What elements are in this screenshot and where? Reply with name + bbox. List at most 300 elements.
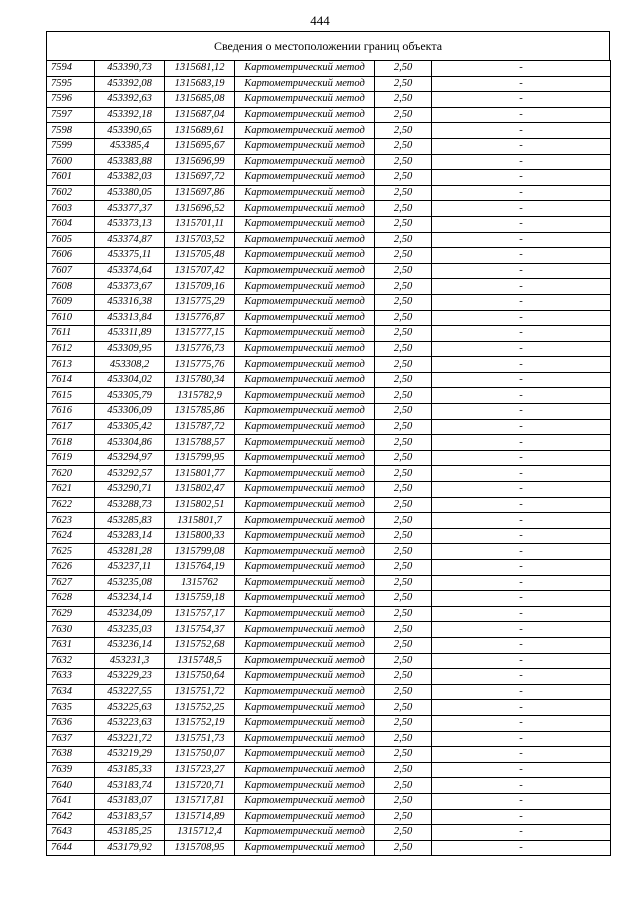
boundary-points-table (46, 60, 611, 856)
point-number-cell: 7643 (47, 825, 95, 841)
method-cell: Картометрический метод (235, 294, 375, 310)
method-cell: Картометрический метод (235, 216, 375, 232)
method-cell: Картометрический метод (235, 170, 375, 186)
y-coordinate-cell: 1315801,7 (165, 513, 235, 529)
point-number-cell: 7614 (47, 372, 95, 388)
y-coordinate-cell: 1315757,17 (165, 606, 235, 622)
description-cell: - (432, 419, 611, 435)
method-cell: Картометрический метод (235, 778, 375, 794)
accuracy-cell: 2,50 (375, 123, 432, 139)
accuracy-cell: 2,50 (375, 404, 432, 420)
description-cell: - (432, 76, 611, 92)
table-row (47, 201, 611, 217)
table-row (47, 528, 611, 544)
x-coordinate-cell: 453374,87 (95, 232, 165, 248)
table-row (47, 263, 611, 279)
method-cell: Картометрический метод (235, 560, 375, 576)
description-cell: - (432, 637, 611, 653)
method-cell: Картометрический метод (235, 357, 375, 373)
description-cell: - (432, 372, 611, 388)
method-cell: Картометрический метод (235, 232, 375, 248)
x-coordinate-cell: 453380,05 (95, 185, 165, 201)
accuracy-cell: 2,50 (375, 778, 432, 794)
method-cell: Картометрический метод (235, 310, 375, 326)
method-cell: Картометрический метод (235, 731, 375, 747)
y-coordinate-cell: 1315697,86 (165, 185, 235, 201)
description-cell: - (432, 341, 611, 357)
x-coordinate-cell: 453390,73 (95, 61, 165, 77)
table-row (47, 762, 611, 778)
method-cell: Картометрический метод (235, 263, 375, 279)
accuracy-cell: 2,50 (375, 357, 432, 373)
description-cell: - (432, 575, 611, 591)
description-cell: - (432, 248, 611, 264)
accuracy-cell: 2,50 (375, 154, 432, 170)
x-coordinate-cell: 453377,37 (95, 201, 165, 217)
x-coordinate-cell: 453229,23 (95, 669, 165, 685)
table-row (47, 809, 611, 825)
y-coordinate-cell: 1315800,33 (165, 528, 235, 544)
y-coordinate-cell: 1315764,19 (165, 560, 235, 576)
point-number-cell: 7625 (47, 544, 95, 560)
point-number-cell: 7608 (47, 279, 95, 295)
accuracy-cell: 2,50 (375, 513, 432, 529)
x-coordinate-cell: 453221,72 (95, 731, 165, 747)
accuracy-cell: 2,50 (375, 606, 432, 622)
method-cell: Картометрический метод (235, 404, 375, 420)
y-coordinate-cell: 1315701,11 (165, 216, 235, 232)
x-coordinate-cell: 453231,3 (95, 653, 165, 669)
table-body (47, 61, 611, 856)
point-number-cell: 7638 (47, 747, 95, 763)
description-cell: - (432, 731, 611, 747)
point-number-cell: 7642 (47, 809, 95, 825)
table-row (47, 715, 611, 731)
description-cell: - (432, 107, 611, 123)
x-coordinate-cell: 453385,4 (95, 138, 165, 154)
method-cell: Картометрический метод (235, 138, 375, 154)
point-number-cell: 7598 (47, 123, 95, 139)
y-coordinate-cell: 1315685,08 (165, 92, 235, 108)
point-number-cell: 7612 (47, 341, 95, 357)
description-cell: - (432, 294, 611, 310)
point-number-cell: 7603 (47, 201, 95, 217)
table-row (47, 778, 611, 794)
table-row (47, 248, 611, 264)
accuracy-cell: 2,50 (375, 279, 432, 295)
x-coordinate-cell: 453185,25 (95, 825, 165, 841)
accuracy-cell: 2,50 (375, 263, 432, 279)
y-coordinate-cell: 1315799,95 (165, 450, 235, 466)
table-row (47, 497, 611, 513)
x-coordinate-cell: 453292,57 (95, 466, 165, 482)
y-coordinate-cell: 1315752,19 (165, 715, 235, 731)
accuracy-cell: 2,50 (375, 560, 432, 576)
x-coordinate-cell: 453305,79 (95, 388, 165, 404)
y-coordinate-cell: 1315752,68 (165, 637, 235, 653)
x-coordinate-cell: 453237,11 (95, 560, 165, 576)
x-coordinate-cell: 453316,38 (95, 294, 165, 310)
table-row (47, 294, 611, 310)
description-cell: - (432, 279, 611, 295)
table-row (47, 232, 611, 248)
accuracy-cell: 2,50 (375, 201, 432, 217)
point-number-cell: 7621 (47, 482, 95, 498)
description-cell: - (432, 388, 611, 404)
point-number-cell: 7644 (47, 840, 95, 856)
y-coordinate-cell: 1315802,51 (165, 497, 235, 513)
x-coordinate-cell: 453179,92 (95, 840, 165, 856)
table-row (47, 341, 611, 357)
y-coordinate-cell: 1315687,04 (165, 107, 235, 123)
y-coordinate-cell: 1315802,47 (165, 482, 235, 498)
point-number-cell: 7626 (47, 560, 95, 576)
point-number-cell: 7605 (47, 232, 95, 248)
accuracy-cell: 2,50 (375, 435, 432, 451)
table-row (47, 684, 611, 700)
point-number-cell: 7610 (47, 310, 95, 326)
y-coordinate-cell: 1315683,19 (165, 76, 235, 92)
accuracy-cell: 2,50 (375, 138, 432, 154)
y-coordinate-cell: 1315681,12 (165, 61, 235, 77)
accuracy-cell: 2,50 (375, 92, 432, 108)
y-coordinate-cell: 1315705,48 (165, 248, 235, 264)
table-row (47, 825, 611, 841)
description-cell: - (432, 482, 611, 498)
y-coordinate-cell: 1315717,81 (165, 793, 235, 809)
point-number-cell: 7631 (47, 637, 95, 653)
description-cell: - (432, 201, 611, 217)
table-row (47, 544, 611, 560)
boundary-table-sheet (46, 31, 610, 856)
accuracy-cell: 2,50 (375, 388, 432, 404)
description-cell: - (432, 669, 611, 685)
point-number-cell: 7599 (47, 138, 95, 154)
method-cell: Картометрический метод (235, 513, 375, 529)
table-row (47, 123, 611, 139)
method-cell: Картометрический метод (235, 466, 375, 482)
method-cell: Картометрический метод (235, 279, 375, 295)
accuracy-cell: 2,50 (375, 61, 432, 77)
table-row (47, 138, 611, 154)
description-cell: - (432, 185, 611, 201)
table-row (47, 154, 611, 170)
method-cell: Картометрический метод (235, 76, 375, 92)
y-coordinate-cell: 1315712,4 (165, 825, 235, 841)
accuracy-cell: 2,50 (375, 294, 432, 310)
x-coordinate-cell: 453219,29 (95, 747, 165, 763)
table-row (47, 606, 611, 622)
description-cell: - (432, 762, 611, 778)
x-coordinate-cell: 453392,18 (95, 107, 165, 123)
accuracy-cell: 2,50 (375, 185, 432, 201)
method-cell: Картометрический метод (235, 419, 375, 435)
y-coordinate-cell: 1315759,18 (165, 591, 235, 607)
accuracy-cell: 2,50 (375, 715, 432, 731)
x-coordinate-cell: 453382,03 (95, 170, 165, 186)
method-cell: Картометрический метод (235, 326, 375, 342)
x-coordinate-cell: 453373,67 (95, 279, 165, 295)
method-cell: Картометрический метод (235, 201, 375, 217)
description-cell: - (432, 216, 611, 232)
table-row (47, 653, 611, 669)
description-cell: - (432, 560, 611, 576)
method-cell: Картометрический метод (235, 762, 375, 778)
method-cell: Картометрический метод (235, 248, 375, 264)
accuracy-cell: 2,50 (375, 762, 432, 778)
point-number-cell: 7617 (47, 419, 95, 435)
point-number-cell: 7630 (47, 622, 95, 638)
description-cell: - (432, 232, 611, 248)
y-coordinate-cell: 1315689,61 (165, 123, 235, 139)
point-number-cell: 7628 (47, 591, 95, 607)
table-row (47, 419, 611, 435)
accuracy-cell: 2,50 (375, 840, 432, 856)
table-row (47, 279, 611, 295)
method-cell: Картометрический метод (235, 123, 375, 139)
point-number-cell: 7606 (47, 248, 95, 264)
table-row (47, 357, 611, 373)
method-cell: Картометрический метод (235, 700, 375, 716)
table-row (47, 482, 611, 498)
description-cell: - (432, 497, 611, 513)
y-coordinate-cell: 1315752,25 (165, 700, 235, 716)
point-number-cell: 7636 (47, 715, 95, 731)
description-cell: - (432, 591, 611, 607)
accuracy-cell: 2,50 (375, 575, 432, 591)
x-coordinate-cell: 453390,65 (95, 123, 165, 139)
point-number-cell: 7619 (47, 450, 95, 466)
description-cell: - (432, 435, 611, 451)
x-coordinate-cell: 453305,42 (95, 419, 165, 435)
description-cell: - (432, 310, 611, 326)
accuracy-cell: 2,50 (375, 747, 432, 763)
table-row (47, 170, 611, 186)
y-coordinate-cell: 1315751,73 (165, 731, 235, 747)
y-coordinate-cell: 1315720,71 (165, 778, 235, 794)
method-cell: Картометрический метод (235, 107, 375, 123)
method-cell: Картометрический метод (235, 528, 375, 544)
y-coordinate-cell: 1315780,34 (165, 372, 235, 388)
y-coordinate-cell: 1315709,16 (165, 279, 235, 295)
y-coordinate-cell: 1315751,72 (165, 684, 235, 700)
table-row (47, 185, 611, 201)
accuracy-cell: 2,50 (375, 809, 432, 825)
description-cell: - (432, 326, 611, 342)
point-number-cell: 7635 (47, 700, 95, 716)
x-coordinate-cell: 453285,83 (95, 513, 165, 529)
description-cell: - (432, 466, 611, 482)
y-coordinate-cell: 1315708,95 (165, 840, 235, 856)
accuracy-cell: 2,50 (375, 341, 432, 357)
method-cell: Картометрический метод (235, 92, 375, 108)
x-coordinate-cell: 453235,03 (95, 622, 165, 638)
description-cell: - (432, 840, 611, 856)
table-row (47, 731, 611, 747)
point-number-cell: 7616 (47, 404, 95, 420)
description-cell: - (432, 170, 611, 186)
method-cell: Картометрический метод (235, 450, 375, 466)
point-number-cell: 7602 (47, 185, 95, 201)
description-cell: - (432, 825, 611, 841)
accuracy-cell: 2,50 (375, 372, 432, 388)
table-row (47, 216, 611, 232)
method-cell: Картометрический метод (235, 482, 375, 498)
method-cell: Картометрический метод (235, 497, 375, 513)
x-coordinate-cell: 453375,11 (95, 248, 165, 264)
point-number-cell: 7632 (47, 653, 95, 669)
x-coordinate-cell: 453183,07 (95, 793, 165, 809)
y-coordinate-cell: 1315775,76 (165, 357, 235, 373)
description-cell: - (432, 123, 611, 139)
table-row (47, 435, 611, 451)
table-row (47, 747, 611, 763)
accuracy-cell: 2,50 (375, 528, 432, 544)
method-cell: Картометрический метод (235, 622, 375, 638)
table-title: Сведения о местоположении границ объекта (46, 31, 610, 60)
accuracy-cell: 2,50 (375, 684, 432, 700)
method-cell: Картометрический метод (235, 840, 375, 856)
y-coordinate-cell: 1315787,72 (165, 419, 235, 435)
y-coordinate-cell: 1315799,08 (165, 544, 235, 560)
description-cell: - (432, 684, 611, 700)
y-coordinate-cell: 1315714,89 (165, 809, 235, 825)
table-row (47, 326, 611, 342)
y-coordinate-cell: 1315703,52 (165, 232, 235, 248)
x-coordinate-cell: 453311,89 (95, 326, 165, 342)
x-coordinate-cell: 453313,84 (95, 310, 165, 326)
table-row (47, 372, 611, 388)
page-number: 444 (310, 13, 330, 28)
x-coordinate-cell: 453373,13 (95, 216, 165, 232)
method-cell: Картометрический метод (235, 747, 375, 763)
description-cell: - (432, 793, 611, 809)
description-cell: - (432, 263, 611, 279)
method-cell: Картометрический метод (235, 154, 375, 170)
table-row (47, 513, 611, 529)
x-coordinate-cell: 453374,64 (95, 263, 165, 279)
accuracy-cell: 2,50 (375, 216, 432, 232)
table-row (47, 700, 611, 716)
method-cell: Картометрический метод (235, 575, 375, 591)
x-coordinate-cell: 453281,28 (95, 544, 165, 560)
point-number-cell: 7600 (47, 154, 95, 170)
point-number-cell: 7601 (47, 170, 95, 186)
accuracy-cell: 2,50 (375, 825, 432, 841)
description-cell: - (432, 404, 611, 420)
point-number-cell: 7597 (47, 107, 95, 123)
x-coordinate-cell: 453236,14 (95, 637, 165, 653)
description-cell: - (432, 357, 611, 373)
method-cell: Картометрический метод (235, 653, 375, 669)
y-coordinate-cell: 1315696,52 (165, 201, 235, 217)
y-coordinate-cell: 1315754,37 (165, 622, 235, 638)
point-number-cell: 7640 (47, 778, 95, 794)
table-row (47, 466, 611, 482)
x-coordinate-cell: 453234,09 (95, 606, 165, 622)
x-coordinate-cell: 453308,2 (95, 357, 165, 373)
point-number-cell: 7615 (47, 388, 95, 404)
accuracy-cell: 2,50 (375, 653, 432, 669)
y-coordinate-cell: 1315776,73 (165, 341, 235, 357)
x-coordinate-cell: 453304,02 (95, 372, 165, 388)
x-coordinate-cell: 453392,63 (95, 92, 165, 108)
x-coordinate-cell: 453183,57 (95, 809, 165, 825)
table-row (47, 840, 611, 856)
method-cell: Картометрический метод (235, 372, 375, 388)
description-cell: - (432, 450, 611, 466)
table-row (47, 560, 611, 576)
accuracy-cell: 2,50 (375, 637, 432, 653)
description-cell: - (432, 747, 611, 763)
description-cell: - (432, 528, 611, 544)
method-cell: Картометрический метод (235, 715, 375, 731)
table-row (47, 76, 611, 92)
accuracy-cell: 2,50 (375, 700, 432, 716)
point-number-cell: 7637 (47, 731, 95, 747)
y-coordinate-cell: 1315707,42 (165, 263, 235, 279)
description-cell: - (432, 715, 611, 731)
x-coordinate-cell: 453183,74 (95, 778, 165, 794)
method-cell: Картометрический метод (235, 544, 375, 560)
accuracy-cell: 2,50 (375, 170, 432, 186)
x-coordinate-cell: 453185,33 (95, 762, 165, 778)
accuracy-cell: 2,50 (375, 497, 432, 513)
x-coordinate-cell: 453234,14 (95, 591, 165, 607)
accuracy-cell: 2,50 (375, 544, 432, 560)
y-coordinate-cell: 1315788,57 (165, 435, 235, 451)
y-coordinate-cell: 1315782,9 (165, 388, 235, 404)
table-row (47, 622, 611, 638)
accuracy-cell: 2,50 (375, 248, 432, 264)
description-cell: - (432, 92, 611, 108)
accuracy-cell: 2,50 (375, 76, 432, 92)
method-cell: Картометрический метод (235, 684, 375, 700)
x-coordinate-cell: 453383,88 (95, 154, 165, 170)
y-coordinate-cell: 1315777,15 (165, 326, 235, 342)
description-cell: - (432, 544, 611, 560)
point-number-cell: 7596 (47, 92, 95, 108)
description-cell: - (432, 622, 611, 638)
table-row (47, 310, 611, 326)
method-cell: Картометрический метод (235, 341, 375, 357)
point-number-cell: 7622 (47, 497, 95, 513)
accuracy-cell: 2,50 (375, 731, 432, 747)
point-number-cell: 7641 (47, 793, 95, 809)
description-cell: - (432, 513, 611, 529)
point-number-cell: 7639 (47, 762, 95, 778)
point-number-cell: 7604 (47, 216, 95, 232)
table-row (47, 388, 611, 404)
accuracy-cell: 2,50 (375, 310, 432, 326)
table-row (47, 575, 611, 591)
point-number-cell: 7595 (47, 76, 95, 92)
method-cell: Картометрический метод (235, 637, 375, 653)
point-number-cell: 7620 (47, 466, 95, 482)
description-cell: - (432, 700, 611, 716)
description-cell: - (432, 606, 611, 622)
description-cell: - (432, 809, 611, 825)
y-coordinate-cell: 1315801,77 (165, 466, 235, 482)
x-coordinate-cell: 453225,63 (95, 700, 165, 716)
x-coordinate-cell: 453235,08 (95, 575, 165, 591)
y-coordinate-cell: 1315750,64 (165, 669, 235, 685)
point-number-cell: 7624 (47, 528, 95, 544)
y-coordinate-cell: 1315723,27 (165, 762, 235, 778)
accuracy-cell: 2,50 (375, 669, 432, 685)
point-number-cell: 7627 (47, 575, 95, 591)
point-number-cell: 7609 (47, 294, 95, 310)
